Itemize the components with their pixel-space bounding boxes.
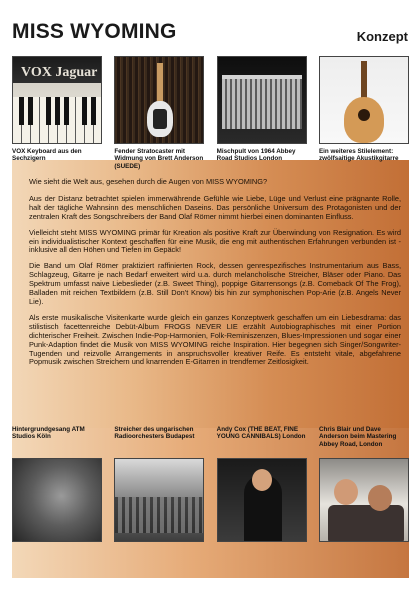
- intro-question: Wie sieht die Welt aus, gesehen durch die Augen von MISS WYOMING?: [29, 177, 268, 186]
- guitar-pickguard: [153, 109, 167, 129]
- backing-vocals-photo: [12, 458, 102, 542]
- keyboard-brand-logo: VOX Jaguar: [21, 65, 98, 80]
- mixing-desk: [222, 75, 302, 129]
- orchestra-rows: [115, 497, 203, 533]
- photo-caption: Hintergrundgesang ATM Studios Köln: [12, 426, 85, 441]
- black-key: [91, 97, 96, 125]
- photo-caption: Mischpult von 1964 Abbey Road Studios London: [216, 148, 296, 163]
- person-head: [334, 479, 358, 505]
- photo-card-andy-cox: [217, 426, 307, 542]
- paragraph-album: Als erste musikalische Visitenkarte wurde gleich ein ganzes Konzeptwerk geschaffen um ein Liebesdrama: das stilistisch facettenreiche Debüt-Album FROGS NEVER LIE erzählt Autobiographisches mit einer Portion dichterischer Freiheit. Zwischen Indie-Pop-Harmonien, Folk-Reminiszenzen, Blues-Impressionen und sogar einer Punk-Adaption findet die Musik von MISS WYOMING reiche Inspiration. Hier begegnen sich Singer/Songwriter-Tugenden und reizvolle Arrangements in anspruchsvoller kreativer Reife. Es entsteht vitale, abgefahrene Popmusik zwischen Streichern und knarrenden E-Gitarren in trendferner Zeitlosigkeit.: [29, 312, 401, 367]
- photo-card-backing-vocals: [12, 426, 102, 542]
- black-key: [64, 97, 69, 125]
- guitar-neck: [157, 63, 163, 105]
- black-key: [46, 97, 51, 125]
- person-head: [368, 485, 392, 511]
- top-photo-row: [12, 56, 409, 170]
- photo-caption: Fender Stratocaster mit Widmung von Brett Anderson (SUEDE): [114, 148, 204, 170]
- photo-card-keyboard: [12, 56, 102, 170]
- paragraph-creation: Vielleicht steht MISS WYOMING primär für Kreation als positive Kraft zur Überwindung von Resignation. Es wird ein individualistischer Kontext geschaffen für eine Musik, die eng mit authentischen Erfahrungen verbunden ist - inklusive all den Höhen und Tiefen im Gepäck!: [29, 227, 401, 255]
- photo-card-acoustic-guitar: [319, 56, 409, 170]
- photo-caption: Chris Blair und Dave Anderson beim Mastering Abbey Road, London: [318, 426, 397, 448]
- black-key: [55, 97, 60, 125]
- person-head: [252, 469, 272, 491]
- acoustic-guitar-photo: [319, 56, 409, 144]
- bottom-photo-row: [12, 426, 409, 542]
- photo-card-mixing-desk: [217, 56, 307, 170]
- acoustic-neck: [361, 61, 367, 101]
- photo-caption: Andy Cox (THE BEAT, FINE YOUNG CANNIBALS) London: [216, 426, 306, 441]
- photo-card-stratocaster: [114, 56, 204, 170]
- page-title: MISS WYOMING: [12, 20, 177, 43]
- photo-caption: VOX Keyboard aus den Sechzigern: [12, 148, 82, 163]
- mixing-desk-photo: [217, 56, 307, 144]
- section-label: Konzept: [356, 29, 408, 44]
- acoustic-soundhole: [358, 109, 370, 121]
- stratocaster-photo: [114, 56, 204, 144]
- keyboard-photo: [12, 56, 102, 144]
- black-key: [28, 97, 33, 125]
- mastering-photo: [319, 458, 409, 542]
- photo-card-orchestra: [114, 426, 204, 542]
- photo-caption: Ein weiteres Stilelement: zwölfsaitige Akustikgitarre: [318, 148, 399, 163]
- photo-card-mastering: [319, 426, 409, 542]
- photo-caption: Streicher des ungarischen Radioorchesters Budapest: [114, 426, 195, 441]
- person-shirts: [328, 505, 404, 542]
- black-key: [82, 97, 87, 125]
- orchestra-photo: [114, 458, 204, 542]
- body-text: [29, 178, 401, 374]
- paragraph-band: Die Band um Olaf Römer praktiziert raffinierten Rock, dessen genrespezifisches Instrumentarium aus Bass, Schlagzeug, Gitarre je nach Bedarf erweitert wird u.a. durch melancholische Streicher, Bläser oder Piano. Das Spektrum umfasst naive Liebeslieder (z.B. Sweet Thing), poppige Gitarrensongs (z.B. Comeback Of The Frog), Balladen mit reichen Textbildern (z.B. Still Don't Know) bis hin zur symphonischen Pop-Arie (z.B. Angels Never Lie).: [29, 261, 401, 306]
- black-key: [19, 97, 24, 125]
- andy-cox-photo: [217, 458, 307, 542]
- paragraph-distance: Aus der Distanz betrachtet spielen immerwährende Gefühle wie Liebe, Lüge und Verlust eine prägnante Rolle, halt der tägliche Wahnsinn des menschlichen Daseins. Das persönliche Universum des Protagonisten und der zentralen Kraft des Songschreibers der Band Olaf Römer nimmt hierbei einen dominanten Einfluss.: [29, 193, 401, 221]
